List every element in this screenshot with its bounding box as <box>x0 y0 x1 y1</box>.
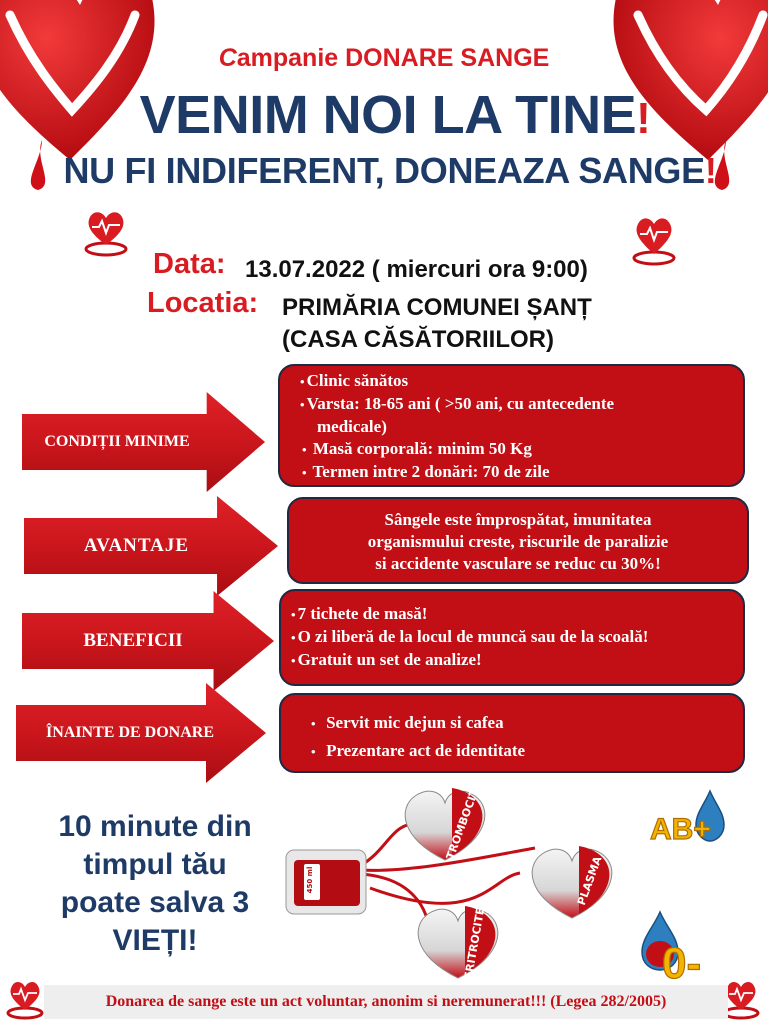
date-label: Data: <box>153 248 226 280</box>
benefits-box <box>279 589 745 686</box>
eritrocite-label: ERITROCITE <box>461 906 488 981</box>
blood-type-o-negative-icon <box>640 910 730 985</box>
conditions-item-continued: medicale) <box>317 417 387 436</box>
benefits-item: • Gratuit un set de analize! <box>291 650 482 669</box>
blood-type-ab-positive: AB+ <box>650 813 711 846</box>
conditions-item: • Clinic sănătos <box>300 371 409 390</box>
date-value: 13.07.2022 ( miercuri ora 9:00) <box>245 256 588 283</box>
location-label: Locatia: <box>147 287 259 319</box>
headline <box>0 84 768 146</box>
blood-type-ab-positive-icon <box>648 785 728 855</box>
benefits-item: • O zi liberă de la locul de muncă sau de la scoală! <box>291 627 649 646</box>
advantages-title: AVANTAJE <box>83 535 190 556</box>
eritrocite-heart-icon <box>418 906 498 980</box>
advantages-line: organismului creste, riscurile de paralizie <box>367 532 669 551</box>
trombocite-heart-icon <box>405 780 485 861</box>
before-donation-box <box>279 693 745 773</box>
conditions-title: CONDIȚII MINIME <box>44 433 190 450</box>
subheadline <box>0 150 768 192</box>
slogan-line: VIEȚI! <box>112 924 198 957</box>
footer-heart-left-icon <box>4 976 46 1020</box>
trombocite-label: TROMBOCITE <box>443 780 484 862</box>
blood-components-illustration <box>280 778 620 983</box>
conditions-box <box>278 364 745 487</box>
conditions-item: • Masă corporală: minim 50 Kg <box>302 439 532 458</box>
campaign-first-letter: C <box>218 44 237 72</box>
benefits-title: BENEFICII <box>83 630 183 651</box>
campaign-title <box>0 44 768 73</box>
slogan-line: 10 minute din <box>58 810 252 843</box>
benefits-item: • 7 tichete de masă! <box>291 604 428 623</box>
before-donation-title: ÎNAINTE DE DONARE <box>45 724 215 741</box>
conditions-item: • Varsta: 18-65 ani ( >50 ani, cu antecedente <box>300 394 615 413</box>
footer-note: Donarea de sange este un act voluntar, anonim si neremunerat!!! (Legea 282/2005) <box>44 985 728 1019</box>
slogan <box>30 808 280 960</box>
heart-pin-right-icon <box>628 210 680 266</box>
conditions-item: • Termen intre 2 donări: 70 de zile <box>302 462 550 481</box>
blood-bag-label: 450 ml <box>306 866 314 894</box>
campaign-title-rest: ampanie DONARE SANGE <box>236 44 550 72</box>
plasma-label: PLASMA <box>574 854 605 907</box>
slogan-line: poate salva 3 <box>60 886 250 919</box>
headline-text: VENIM NOI LA TINE <box>139 85 637 145</box>
advantages-line: Sângele este împrospătat, imunitatea <box>384 510 652 529</box>
headline-exclamation: ! <box>636 94 651 143</box>
location-line-2: (CASA CĂSĂTORIILOR) <box>282 326 554 353</box>
before-donation-item: • Servit mic dejun si cafea <box>311 713 504 732</box>
heart-pin-left-icon <box>80 205 132 257</box>
plasma-heart-icon <box>532 846 612 918</box>
advantages-box <box>287 497 749 584</box>
blood-bag-icon <box>286 850 366 914</box>
slogan-line: timpul tău <box>83 848 227 881</box>
before-donation-item: • Prezentare act de identitate <box>311 741 526 760</box>
subheadline-text: NU FI INDIFERENT, DONEAZA SANGE <box>63 150 705 191</box>
subheadline-exclamation: ! <box>704 150 717 191</box>
blood-type-o-negative: 0- <box>662 939 702 985</box>
location-line-1: PRIMĂRIA COMUNEI ȘANȚ <box>282 294 592 321</box>
advantages-line: si accidente vasculare se reduc cu 30%! <box>375 554 661 573</box>
